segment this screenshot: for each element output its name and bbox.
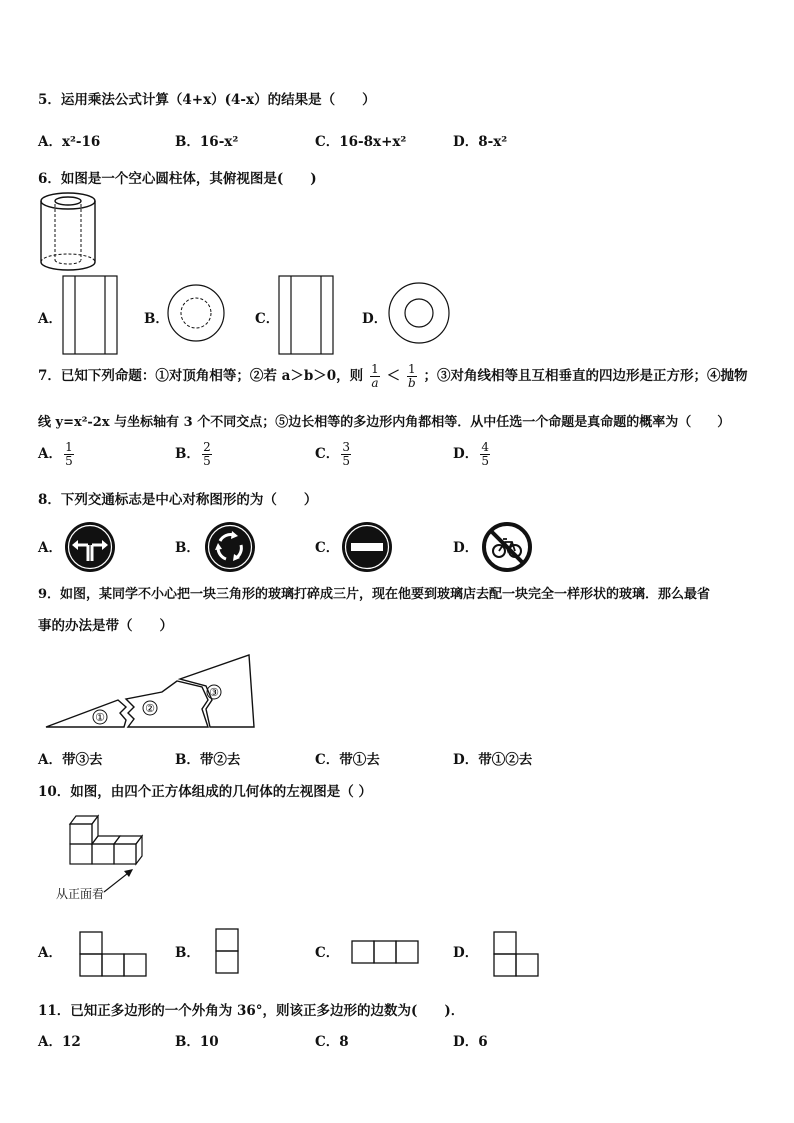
q9-option-b: B．带②去 — [175, 752, 241, 768]
q11-option-a: A．12 — [38, 1034, 81, 1050]
q6-option-c-figure — [278, 275, 334, 355]
q9-option-a: A．带③去 — [38, 752, 103, 768]
q8-stem: 8．下列交通标志是中心对称图形的为（ ） — [38, 492, 318, 508]
q6-option-a-figure — [62, 275, 118, 355]
q6-label-a: A． — [38, 311, 62, 327]
q10-label-b: B． — [175, 945, 200, 961]
q6-option-d-figure — [387, 281, 451, 345]
q7-option-a: A． $\frac{1}{5}$ — [38, 440, 73, 468]
q9-stem-line2: 事的办法是带（ ） — [38, 618, 173, 634]
view-direction-arrow-icon — [102, 866, 136, 894]
q7-fraction-1-over-b: $\frac{1}{b}$ — [407, 362, 416, 390]
q10-label-a: A． — [38, 945, 62, 961]
q9-stem-line1: 9．如图，某同学不小心把一块三角形的玻璃打碎成三片，现在他要到玻璃店去配一块完全一样形状的玻璃．那么最省 — [38, 587, 711, 602]
q8-label-c: C． — [315, 540, 340, 556]
q10-option-a-figure — [79, 931, 149, 979]
q5-option-b: B．16-x² — [175, 134, 239, 150]
q8-label-b: B． — [175, 540, 200, 556]
q7-stem-line1 — [38, 363, 748, 390]
q6-label-d: D． — [362, 311, 388, 327]
q7-option-b: B． $\frac{2}{5}$ — [175, 440, 211, 468]
q10-stem: 10．如图，由四个正方体组成的几何体的左视图是（ ） — [38, 784, 372, 800]
q7-fraction-1-over-a: $\frac{1}{a}$ — [371, 362, 379, 390]
q11-option-b: B．10 — [175, 1034, 219, 1050]
q9-option-d: D．带①②去 — [453, 752, 533, 768]
sign-turn-left-or-right-icon — [64, 521, 116, 573]
q5-stem: 5．运用乘法公式计算（4+x）(4-x）的结果是（ ） — [38, 92, 376, 108]
q7-text-part1: 7．已知下列命题：①对顶角相等；②若 a＞b＞0，则 — [38, 368, 364, 384]
q8-label-a: A． — [38, 540, 62, 556]
q7-option-d: D． $\frac{4}{5}$ — [453, 440, 490, 468]
q10-option-b-figure — [215, 928, 241, 976]
sign-no-entry-icon — [341, 521, 393, 573]
sign-roundabout-icon — [204, 521, 256, 573]
four-cubes-figure — [66, 812, 152, 872]
q7-stem-line2: 线 y=x²-2x 与坐标轴有 3 个不同交点；⑤边长相等的多边形内角都相等．从中任选一个命题是真命题的概率为（ ） — [38, 415, 731, 430]
q11-option-d: D．6 — [453, 1034, 488, 1050]
q9-option-c: C．带①去 — [315, 752, 380, 768]
piece-label-2: ② — [145, 702, 155, 715]
q11-stem: 11．已知正多边形的一个外角为 36°，则该正多边形的边数为( )． — [38, 1003, 465, 1019]
q5-option-d: D．8-x² — [453, 134, 508, 150]
q7-text-part2: ；③对角线相等且互相垂直的四边形是正方形；④抛物 — [423, 368, 748, 384]
q7-option-c: C． $\frac{3}{5}$ — [315, 440, 351, 468]
q6-label-b: B． — [144, 311, 169, 327]
q6-option-b-figure — [166, 283, 226, 343]
broken-glass-figure — [44, 653, 256, 731]
q10-label-d: D． — [453, 945, 479, 961]
q6-stem: 6．如图是一个空心圆柱体，其俯视图是( ) — [38, 171, 317, 187]
q10-label-c: C． — [315, 945, 340, 961]
q5-option-c: C．16-8x+x² — [315, 134, 407, 150]
hollow-cylinder-figure — [35, 190, 105, 275]
q7-less-than: ＜ — [386, 368, 401, 384]
q11-option-c: C．8 — [315, 1034, 349, 1050]
q6-label-c: C． — [255, 311, 280, 327]
view-direction-label: 从正面看 — [56, 887, 105, 901]
piece-label-1: ① — [95, 711, 105, 724]
piece-label-3: ③ — [209, 686, 219, 699]
q5-option-a: A．x²-16 — [38, 134, 101, 150]
q8-label-d: D． — [453, 540, 479, 556]
q10-option-d-figure — [493, 931, 543, 979]
sign-no-bicycles-icon — [481, 521, 533, 573]
q10-option-c-figure — [351, 940, 423, 966]
